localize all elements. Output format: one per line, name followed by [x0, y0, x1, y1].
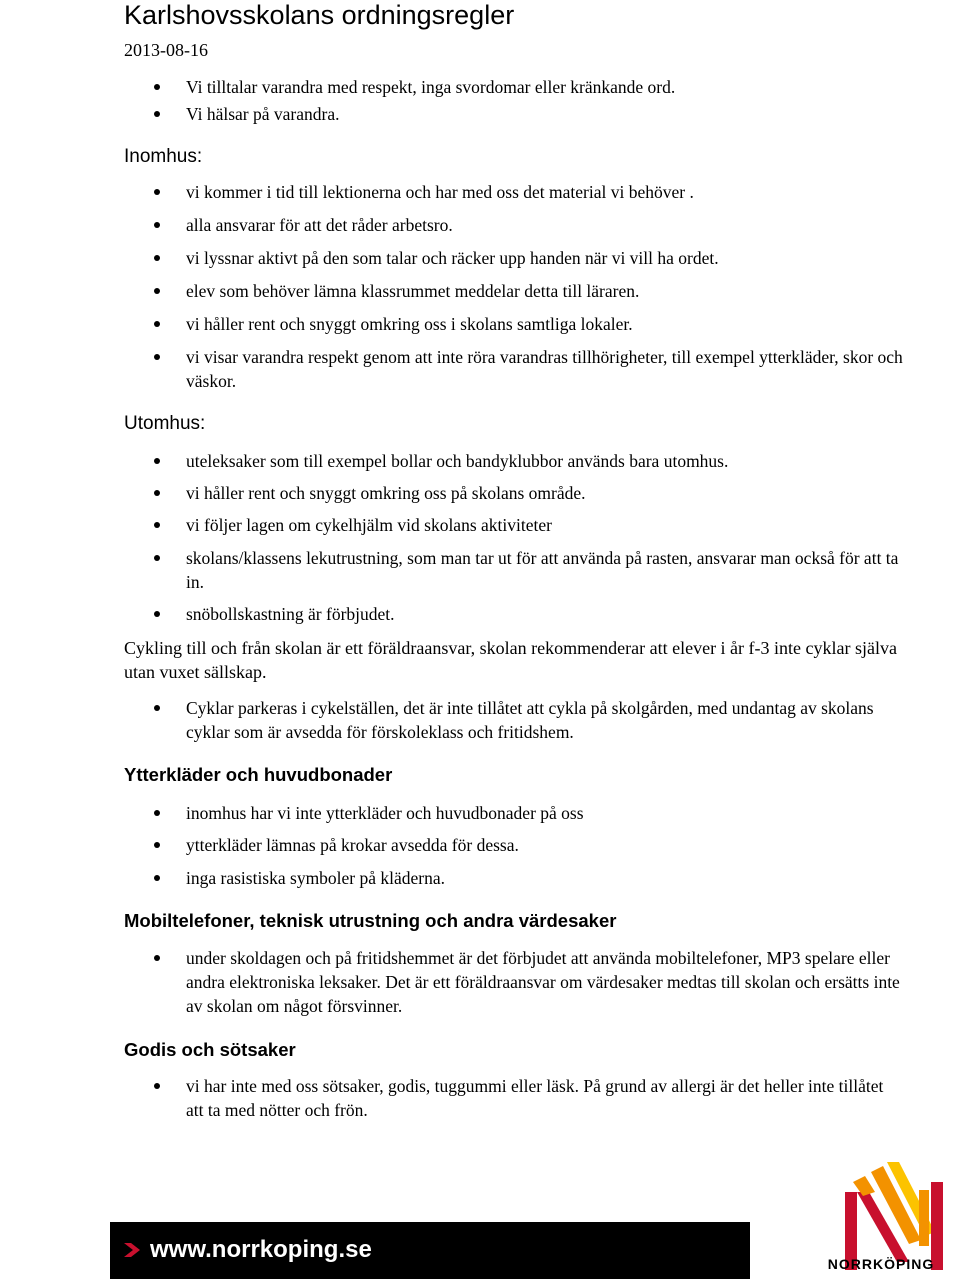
bullet-icon	[154, 1083, 160, 1089]
list-item: under skoldagen och på fritidshemmet är det förbjudet att använda mobiltelefoner, MP3 spelare eller andra elektroniska leksaker. Det är ett föräldraansvar om värdesaker medtas till skolan och ersätts inte av skolan om något försvinner.	[124, 946, 904, 1018]
bullet-icon	[154, 189, 160, 195]
list-item: vi kommer i tid till lektionerna och har med oss det material vi behöver .	[124, 180, 904, 204]
list-item: vi håller rent och snyggt omkring oss i skolans samtliga lokaler.	[124, 312, 904, 336]
list-item: ytterkläder lämnas på krokar avsedda för dessa.	[124, 833, 904, 857]
bullet-icon	[154, 842, 160, 848]
heading-inomhus: Inomhus:	[124, 146, 203, 167]
list-item: vi håller rent och snyggt omkring oss på skolans område.	[124, 481, 904, 505]
norrkoping-logo-icon	[835, 1162, 953, 1270]
bullet-icon	[154, 354, 160, 360]
list-item: skolans/klassens lekutrustning, som man tar ut för att använda på rasten, ansvarar man också för att ta in.	[124, 546, 904, 594]
bullet-icon	[154, 255, 160, 261]
bullet-icon	[154, 522, 160, 528]
heading-ytterklader: Ytterkläder och huvudbonader	[124, 764, 393, 785]
list-item: Vi hälsar på varandra.	[124, 102, 904, 126]
bullet-icon	[154, 458, 160, 464]
list-item: alla ansvarar för att det råder arbetsro.	[124, 213, 904, 237]
list-item: snöbollskastning är förbjudet.	[124, 602, 904, 626]
bullet-icon	[154, 705, 160, 711]
page-title: Karlshovsskolans ordningsregler	[124, 0, 515, 30]
heading-godis: Godis och sötsaker	[124, 1039, 296, 1060]
list-item: Cyklar parkeras i cykelställen, det är inte tillåtet att cykla på skolgården, med undantag av skolans cyklar som är avsedda för förskoleklass och fritidshem.	[124, 696, 904, 744]
bullet-icon	[154, 611, 160, 617]
cykling-paragraph: Cykling till och från skolan är ett föräldraansvar, skolan rekommenderar att elever i år f-3 inte cyklar själva utan vuxet sällskap.	[124, 638, 897, 682]
heading-utomhus: Utomhus:	[124, 413, 206, 434]
bullet-icon	[154, 490, 160, 496]
bullet-icon	[154, 84, 160, 90]
bullet-icon	[154, 555, 160, 561]
bullet-icon	[154, 111, 160, 117]
arrow-right-icon	[122, 1240, 142, 1260]
bullet-icon	[154, 222, 160, 228]
bullet-icon	[154, 810, 160, 816]
list-item: inga rasistiska symboler på kläderna.	[124, 866, 904, 890]
list-item: vi har inte med oss sötsaker, godis, tuggummi eller läsk. På grund av allergi är det heller inte tillåtet att ta med nötter och frön.	[124, 1074, 904, 1122]
bullet-icon	[154, 321, 160, 327]
footer-url-link[interactable]: www.norrkoping.se	[150, 1236, 372, 1263]
list-item: elev som behöver lämna klassrummet meddelar detta till läraren.	[124, 279, 904, 303]
logo-text: NORRKÖPING	[827, 1256, 935, 1272]
list-item: vi följer lagen om cykelhjälm vid skolans aktiviteter	[124, 513, 904, 537]
list-item: vi visar varandra respekt genom att inte röra varandras tillhörigheter, till exempel ytterkläder, skor och väskor.	[124, 345, 904, 393]
list-item: Vi tilltalar varandra med respekt, inga svordomar eller kränkande ord.	[124, 75, 904, 99]
document-date: 2013-08-16	[124, 40, 208, 60]
bullet-icon	[154, 288, 160, 294]
bullet-icon	[154, 875, 160, 881]
list-item: inomhus har vi inte ytterkläder och huvudbonader på oss	[124, 801, 904, 825]
list-item: vi lyssnar aktivt på den som talar och räcker upp handen när vi vill ha ordet.	[124, 246, 904, 270]
list-item: uteleksaker som till exempel bollar och bandyklubbor används bara utomhus.	[124, 449, 904, 473]
bullet-icon	[154, 955, 160, 961]
heading-mobiltelefoner: Mobiltelefoner, teknisk utrustning och andra värdesaker	[124, 910, 617, 931]
